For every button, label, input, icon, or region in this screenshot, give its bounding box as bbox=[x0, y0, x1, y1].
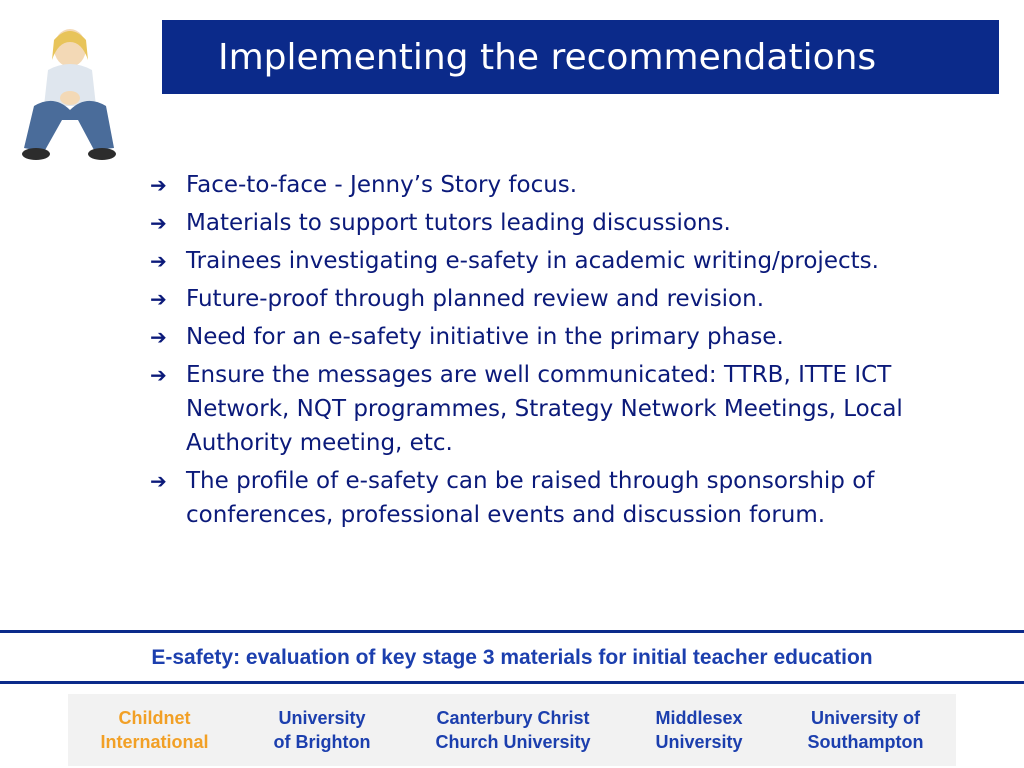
bullet-item bbox=[150, 282, 970, 316]
footer-title: E-safety: evaluation of key stage 3 materials for initial teacher education bbox=[151, 646, 873, 669]
footer-divider-top bbox=[0, 630, 1024, 633]
bullet-item bbox=[150, 320, 970, 354]
footer-divider-bottom bbox=[0, 681, 1024, 684]
logo-line: Childnet bbox=[118, 708, 191, 728]
bullet-text: Materials to support tutors leading discussions. bbox=[186, 210, 731, 236]
logo-line: University bbox=[655, 732, 743, 752]
logo-line: Southampton bbox=[807, 732, 924, 752]
logo-middlesex bbox=[655, 706, 742, 754]
bullet-item bbox=[150, 244, 970, 278]
logo-line: International bbox=[100, 732, 209, 752]
logo-brighton bbox=[273, 706, 370, 754]
logo-line: Canterbury Christ bbox=[436, 708, 590, 728]
bullet-item bbox=[150, 206, 970, 240]
bullet-item bbox=[150, 358, 970, 460]
logo-line: University of bbox=[810, 708, 921, 728]
logo-line: Church University bbox=[435, 732, 591, 752]
bullet-text: Need for an e-safety initiative in the primary phase. bbox=[186, 324, 784, 350]
girl-photo bbox=[14, 20, 126, 164]
bullet-item bbox=[150, 464, 970, 532]
partner-logos bbox=[68, 694, 956, 766]
slide-title: Implementing the recommendations bbox=[162, 20, 999, 94]
bullet-text: The profile of e-safety can be raised through sponsorship of conferences, professional events and discussion forum. bbox=[186, 468, 875, 528]
right-arrow-icon: ➔ bbox=[150, 287, 167, 311]
right-arrow-icon: ➔ bbox=[150, 469, 167, 493]
logo-canterbury bbox=[435, 706, 590, 754]
logo-line: of Brighton bbox=[273, 732, 371, 752]
bullet-list bbox=[150, 168, 970, 536]
bullet-text: Trainees investigating e-safety in academic writing/projects. bbox=[186, 248, 879, 274]
bullet-text: Future-proof through planned review and revision. bbox=[186, 286, 765, 312]
logo-line: Middlesex bbox=[655, 708, 743, 728]
right-arrow-icon: ➔ bbox=[150, 173, 167, 197]
bullet-item bbox=[150, 168, 970, 202]
bullet-text: Ensure the messages are well communicated: TTRB, ITTE ICT Network, NQT programmes, Strategy Network Meetings, Local Authority meeting, etc. bbox=[186, 362, 903, 456]
logo-line: University bbox=[278, 708, 366, 728]
right-arrow-icon: ➔ bbox=[150, 211, 167, 235]
logo-southampton bbox=[808, 706, 924, 754]
logo-childnet bbox=[100, 706, 208, 754]
right-arrow-icon: ➔ bbox=[150, 249, 167, 273]
right-arrow-icon: ➔ bbox=[150, 363, 167, 387]
bullet-text: Face-to-face - Jenny’s Story focus. bbox=[186, 172, 578, 198]
right-arrow-icon: ➔ bbox=[150, 325, 167, 349]
